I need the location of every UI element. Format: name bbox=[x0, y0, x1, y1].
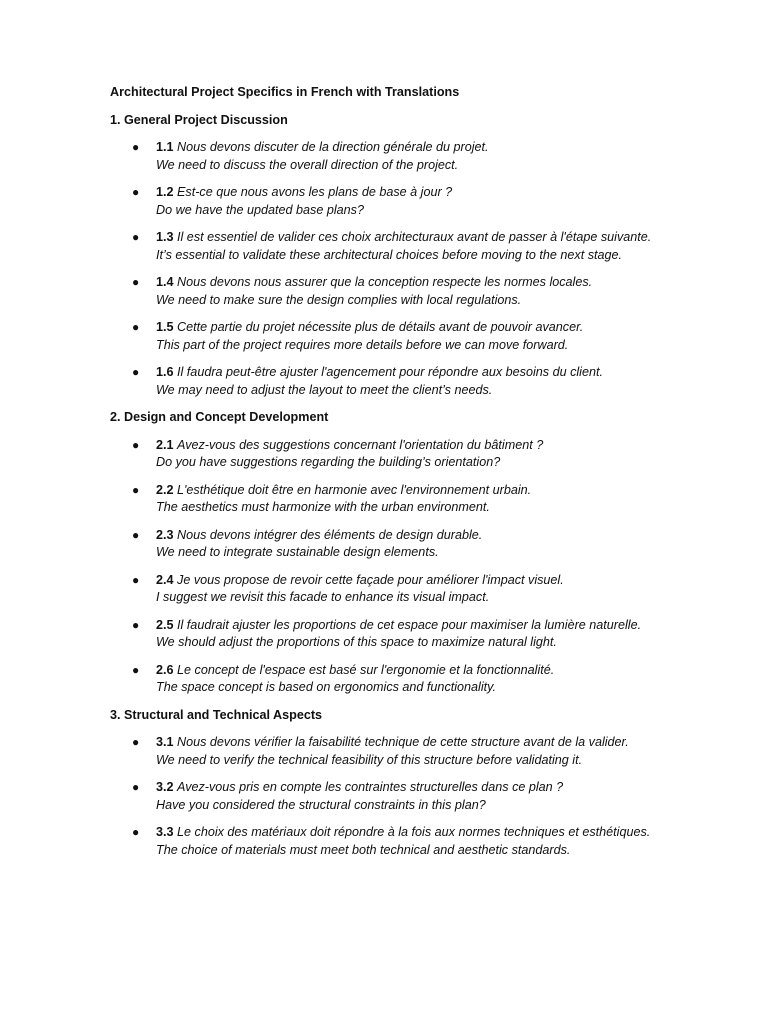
french-phrase: Avez-vous pris en compte les contraintes structurelles dans ce plan ? bbox=[177, 780, 564, 794]
french-phrase: Le choix des matériaux doit répondre à la fois aux normes techniques et esthétiques. bbox=[177, 825, 651, 839]
list-item bbox=[110, 229, 678, 264]
english-translation: Do you have suggestions regarding the building’s orientation? bbox=[156, 455, 501, 469]
french-phrase: L'esthétique doit être en harmonie avec l'environnement urbain. bbox=[177, 482, 532, 497]
item-number: 1.6 bbox=[156, 365, 174, 379]
item-number: 2.3 bbox=[156, 527, 174, 542]
english-translation: We need to integrate sustainable design elements. bbox=[156, 545, 439, 559]
section-heading: 1. General Project Discussion bbox=[110, 112, 288, 127]
bullet-icon: ● bbox=[132, 320, 140, 334]
list-item bbox=[110, 482, 678, 517]
french-phrase: Nous devons discuter de la direction générale du projet. bbox=[177, 140, 489, 154]
english-translation: I suggest we revisit this facade to enhance its visual impact. bbox=[156, 590, 490, 604]
item-number: 1.3 bbox=[156, 230, 174, 244]
item-number: 2.6 bbox=[156, 662, 174, 677]
french-phrase: Je vous propose de revoir cette façade pour améliorer l'impact visuel. bbox=[177, 572, 564, 587]
list-item bbox=[110, 734, 678, 769]
bullet-icon: ● bbox=[132, 825, 140, 839]
document-title: Architectural Project Specifics in French with Translations bbox=[110, 85, 460, 99]
bullet-icon: ● bbox=[132, 482, 140, 497]
section-heading: 3. Structural and Technical Aspects bbox=[110, 707, 323, 722]
section-list bbox=[110, 437, 678, 697]
item-number: 2.4 bbox=[156, 572, 174, 587]
item-number: 2.1 bbox=[156, 437, 174, 452]
french-phrase: Il faudrait ajuster les proportions de cet espace pour maximiser la lumière naturelle. bbox=[177, 617, 642, 632]
item-number: 1.5 bbox=[156, 320, 174, 334]
list-item bbox=[110, 364, 678, 399]
list-item bbox=[110, 779, 678, 814]
item-number: 1.1 bbox=[156, 140, 174, 154]
bullet-icon: ● bbox=[132, 735, 140, 749]
item-number: 2.2 bbox=[156, 482, 174, 497]
bullet-icon: ● bbox=[132, 780, 140, 794]
french-phrase: Est-ce que nous avons les plans de base à jour ? bbox=[177, 185, 453, 199]
list-item bbox=[110, 662, 678, 697]
list-item bbox=[110, 274, 678, 309]
french-phrase: Cette partie du projet nécessite plus de détails avant de pouvoir avancer. bbox=[177, 320, 584, 334]
list-item bbox=[110, 437, 678, 472]
french-phrase: Nous devons intégrer des éléments de design durable. bbox=[177, 527, 483, 542]
item-number: 3.1 bbox=[156, 735, 174, 749]
list-item bbox=[110, 527, 678, 562]
french-phrase: Nous devons nous assurer que la conception respecte les normes locales. bbox=[177, 275, 593, 289]
english-translation: We need to verify the technical feasibility of this structure before validating it. bbox=[156, 752, 583, 767]
english-translation: Have you considered the structural constraints in this plan? bbox=[156, 797, 486, 812]
section-list bbox=[110, 734, 678, 859]
item-number: 1.2 bbox=[156, 185, 174, 199]
item-number: 3.3 bbox=[156, 825, 174, 839]
english-translation: Do we have the updated base plans? bbox=[156, 202, 364, 217]
section-list bbox=[110, 139, 678, 399]
bullet-icon: ● bbox=[132, 230, 140, 244]
french-phrase: Il est essentiel de valider ces choix architecturaux avant de passer à l'étape suivante. bbox=[177, 230, 652, 244]
document-body bbox=[110, 112, 678, 860]
french-phrase: Il faudra peut-être ajuster l'agencement pour répondre aux besoins du client. bbox=[177, 365, 603, 379]
english-translation: We need to make sure the design complies with local regulations. bbox=[156, 292, 522, 307]
english-translation: The space concept is based on ergonomics and functionality. bbox=[156, 680, 497, 694]
list-item bbox=[110, 617, 678, 652]
list-item bbox=[110, 184, 678, 219]
bullet-icon: ● bbox=[132, 365, 140, 379]
bullet-icon: ● bbox=[132, 437, 140, 452]
english-translation: It’s essential to validate these architectural choices before moving to the next stage. bbox=[156, 247, 622, 262]
bullet-icon: ● bbox=[132, 140, 140, 154]
list-item bbox=[110, 139, 678, 174]
english-translation: The aesthetics must harmonize with the urban environment. bbox=[156, 500, 490, 514]
bullet-icon: ● bbox=[132, 275, 140, 289]
english-translation: The choice of materials must meet both technical and aesthetic standards. bbox=[156, 842, 571, 857]
list-item bbox=[110, 824, 678, 859]
bullet-icon: ● bbox=[132, 572, 140, 587]
english-translation: We should adjust the proportions of this space to maximize natural light. bbox=[156, 635, 557, 649]
french-phrase: Le concept de l'espace est basé sur l'ergonomie et la fonctionnalité. bbox=[177, 662, 555, 677]
section-heading: 2. Design and Concept Development bbox=[110, 410, 329, 424]
bullet-icon: ● bbox=[132, 662, 140, 677]
item-number: 3.2 bbox=[156, 780, 174, 794]
english-translation: We need to discuss the overall direction of the project. bbox=[156, 157, 459, 172]
bullet-icon: ● bbox=[132, 617, 140, 632]
bullet-icon: ● bbox=[132, 185, 140, 199]
item-number: 1.4 bbox=[156, 275, 174, 289]
list-item bbox=[110, 572, 678, 607]
list-item bbox=[110, 319, 678, 354]
english-translation: We may need to adjust the layout to meet the client’s needs. bbox=[156, 382, 493, 397]
french-phrase: Avez-vous des suggestions concernant l'orientation du bâtiment ? bbox=[177, 437, 544, 452]
english-translation: This part of the project requires more details before we can move forward. bbox=[156, 337, 569, 352]
bullet-icon: ● bbox=[132, 527, 140, 542]
item-number: 2.5 bbox=[156, 617, 174, 632]
french-phrase: Nous devons vérifier la faisabilité technique de cette structure avant de la valider. bbox=[177, 735, 629, 749]
